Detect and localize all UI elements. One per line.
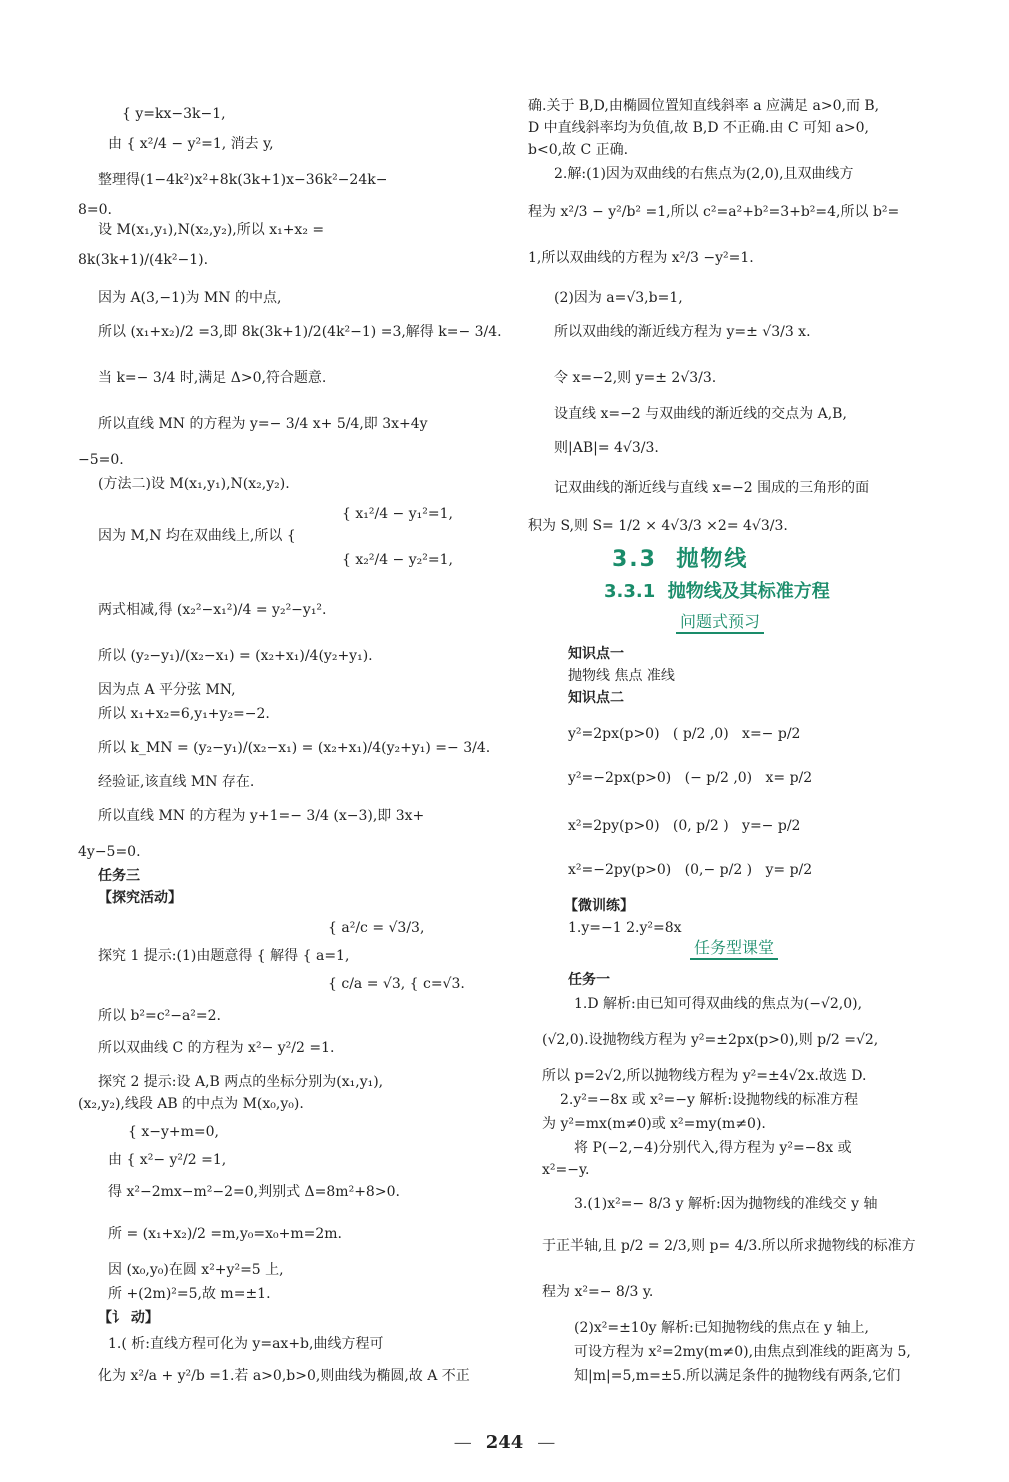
text-line: 探究 1 提示:(1)由题意得 { 解得 { a=1, [98, 948, 350, 964]
text-line: { x₂²/4 − y₂²=1, [342, 552, 453, 568]
text-line: 则|AB|= 4√3/3. [554, 440, 659, 456]
preview-heading: 问题式预习 [676, 612, 764, 634]
text-line: 因为 M,N 均在双曲线上,所以 { [98, 528, 296, 544]
text-line: (x₂,y₂),线段 AB 的中点为 M(x₀,y₀). [78, 1096, 304, 1112]
text-line: 可设方程为 x²=2my(m≠0),由焦点到准线的距离为 5, [574, 1344, 911, 1360]
text-line: { y=kx−3k−1, [122, 106, 226, 122]
section-title: 抛物线 [676, 547, 749, 572]
form-equation: x²=2py(p>0) [568, 818, 660, 834]
form-row [568, 816, 800, 836]
text-line: { x−y+m=0, [128, 1124, 219, 1140]
text-line: 因为点 A 平分弦 MN, [98, 682, 236, 698]
text-line: 所以直线 MN 的方程为 y+1=− 3/4 (x−3),即 3x+ [98, 808, 425, 824]
page-number: — 244 — [453, 1432, 556, 1453]
text-line: 知|m|=5,m=±5.所以满足条件的抛物线有两条,它们 [574, 1368, 901, 1384]
text-line: 经验证,该直线 MN 存在. [98, 774, 255, 790]
subsection-title: 抛物线及其标准方程 [667, 581, 830, 602]
text-line: 所 = (x₁+x₂)/2 =m,y₀=x₀+m=2m. [108, 1226, 342, 1242]
text-line: 1.D 解析:由已知可得双曲线的焦点为(−√2,0), [574, 996, 863, 1012]
text-line: 令 x=−2,则 y=± 2√3/3. [554, 370, 717, 386]
text-line: 所以 p=2√2,所以抛物线方程为 y²=±4√2x.故选 D. [542, 1068, 867, 1084]
form-focus: ( p/2 ,0) [672, 726, 729, 742]
text-line: 当 k=− 3/4 时,满足 Δ>0,符合题意. [98, 370, 327, 386]
text-line: 1.( 析:直线方程可化为 y=ax+b,曲线方程可 [108, 1336, 384, 1352]
form-equation: y²=−2px(p>0) [568, 770, 672, 786]
text-line: 由 { x²/4 − y²=1, 消去 y, [108, 136, 274, 152]
text-line: 8=0. [78, 202, 112, 218]
form-row [568, 860, 812, 880]
task-heading: 任务三 [98, 868, 140, 884]
text-line: 两式相减,得 (x₂²−x₁²)/4 = y₂²−y₁². [98, 602, 327, 618]
activity-heading: 【探究活动】 [98, 890, 182, 906]
text-line: 探究 2 提示:设 A,B 两点的坐标分别为(x₁,y₁), [98, 1074, 384, 1090]
text-line: 所以 (x₁+x₂)/2 =3,即 8k(3k+1)/2(4k²−1) =3,解得 k=− 3/4. [98, 324, 502, 340]
text-line: 记双曲线的渐近线与直线 x=−2 围成的三角形的面 [554, 480, 870, 496]
text-line: 1,所以双曲线的方程为 x²/3 −y²=1. [528, 250, 754, 266]
text-line: (√2,0).设抛物线方程为 y²=±2px(p>0),则 p/2 =√2, [542, 1032, 879, 1048]
form-focus: (0, p/2 ) [672, 818, 729, 834]
text-line: 所以 (y₂−y₁)/(x₂−x₁) = (x₂+x₁)/4(y₂+y₁). [98, 648, 373, 664]
micro-training-heading: 【微训练】 [564, 898, 634, 914]
form-directrix: x=− p/2 [742, 726, 801, 742]
task-heading: 任务一 [568, 972, 610, 988]
text-line: b<0,故 C 正确. [528, 142, 629, 158]
page-number-value: 244 [485, 1432, 524, 1453]
form-directrix: y=− p/2 [742, 818, 801, 834]
form-equation: y²=2px(p>0) [568, 726, 660, 742]
text-line: 因 (x₀,y₀)在圆 x²+y²=5 上, [108, 1262, 284, 1278]
form-focus: (− p/2 ,0) [684, 770, 753, 786]
text-line: 化为 x²/a + y²/b =1.若 a>0,b>0,则曲线为椭圆,故 A 不正 [98, 1368, 470, 1384]
text-line: 4y−5=0. [78, 844, 141, 860]
text-line: { x₁²/4 − y₁²=1, [342, 506, 453, 522]
text-line: 所以 b²=c²−a²=2. [98, 1008, 221, 1024]
text-line: 积为 S,则 S= 1/2 × 4√3/3 ×2= 4√3/3. [528, 518, 788, 534]
text-line: { c/a = √3, { c=√3. [328, 976, 465, 992]
text-line: 所 +(2m)²=5,故 m=±1. [108, 1286, 271, 1302]
text-line: 2.y²=−8x 或 x²=−y 解析:设抛物线的标准方程 [560, 1092, 859, 1108]
text-line: 为 y²=mx(m≠0)或 x²=my(m≠0). [542, 1116, 766, 1132]
text-line: D 中直线斜率均为负值,故 B,D 不正确.由 C 可知 a>0, [528, 120, 869, 136]
text-line: 将 P(−2,−4)分别代入,得方程为 y²=−8x 或 [574, 1140, 852, 1156]
subsection-number: 3.3.1 [604, 581, 656, 602]
text-line: (2)因为 a=√3,b=1, [554, 290, 683, 306]
text-line: 确.关于 B,D,由椭圆位置知直线斜率 a 应满足 a>0,而 B, [528, 98, 880, 114]
text-line: 程为 x²/3 − y²/b² =1,所以 c²=a²+b²=3+b²=4,所以 b²= [528, 204, 900, 220]
text-line: 由 { x²− y²/2 =1, [108, 1152, 227, 1168]
text-line: (方法二)设 M(x₁,y₁),N(x₂,y₂). [98, 476, 290, 492]
text-line: x²=−y. [542, 1162, 590, 1178]
text-line: (2)x²=±10y 解析:已知抛物线的焦点在 y 轴上, [574, 1320, 869, 1336]
text-line: 设 M(x₁,y₁),N(x₂,y₂),所以 x₁+x₂ = [98, 222, 325, 238]
text-line: 【讠 动】 [98, 1310, 159, 1326]
knowledge-point-2: 知识点二 [568, 690, 624, 706]
knowledge-point-1-content: 抛物线 焦点 准线 [568, 668, 675, 684]
text-line: 整理得(1−4k²)x²+8k(3k+1)x−36k²−24k− [98, 172, 388, 188]
text-line: 8k(3k+1)/(4k²−1). [78, 252, 209, 268]
text-line: 所以直线 MN 的方程为 y=− 3/4 x+ 5/4,即 3x+4y [98, 416, 428, 432]
form-directrix: y= p/2 [765, 862, 813, 878]
text-line: { a²/c = √3/3, [328, 920, 425, 936]
section-number: 3.3 [612, 547, 657, 572]
text-line: 因为 A(3,−1)为 MN 的中点, [98, 290, 282, 306]
text-line: 设直线 x=−2 与双曲线的渐近线的交点为 A,B, [554, 406, 847, 422]
form-directrix: x= p/2 [765, 770, 813, 786]
form-focus: (0,− p/2 ) [684, 862, 753, 878]
subsection-heading [604, 582, 830, 602]
form-row [568, 768, 812, 788]
text-line: 所以双曲线的渐近线方程为 y=± √3/3 x. [554, 324, 811, 340]
text-line: 程为 x²=− 8/3 y. [542, 1284, 654, 1300]
text-line: −5=0. [78, 452, 124, 468]
micro-training-answers: 1.y=−1 2.y²=8x [568, 920, 682, 936]
class-heading: 任务型课堂 [690, 938, 778, 960]
text-line: 3.(1)x²=− 8/3 y 解析:因为抛物线的准线交 y 轴 [574, 1196, 878, 1212]
text-line: 所以 x₁+x₂=6,y₁+y₂=−2. [98, 706, 270, 722]
text-line: 所以双曲线 C 的方程为 x²− y²/2 =1. [98, 1040, 335, 1056]
knowledge-point-1: 知识点一 [568, 646, 624, 662]
text-line: 所以 k_MN = (y₂−y₁)/(x₂−x₁) = (x₂+x₁)/4(y₂+y₁) =− 3/4. [98, 740, 491, 756]
section-heading [612, 547, 749, 572]
text-line: 于正半轴,且 p/2 = 2/3,则 p= 4/3.所以所求抛物线的标准方 [542, 1238, 916, 1254]
form-equation: x²=−2py(p>0) [568, 862, 672, 878]
text-line: 得 x²−2mx−m²−2=0,判别式 Δ=8m²+8>0. [108, 1184, 400, 1200]
form-row [568, 724, 800, 744]
text-line: 2.解:(1)因为双曲线的右焦点为(2,0),且双曲线方 [554, 166, 854, 182]
